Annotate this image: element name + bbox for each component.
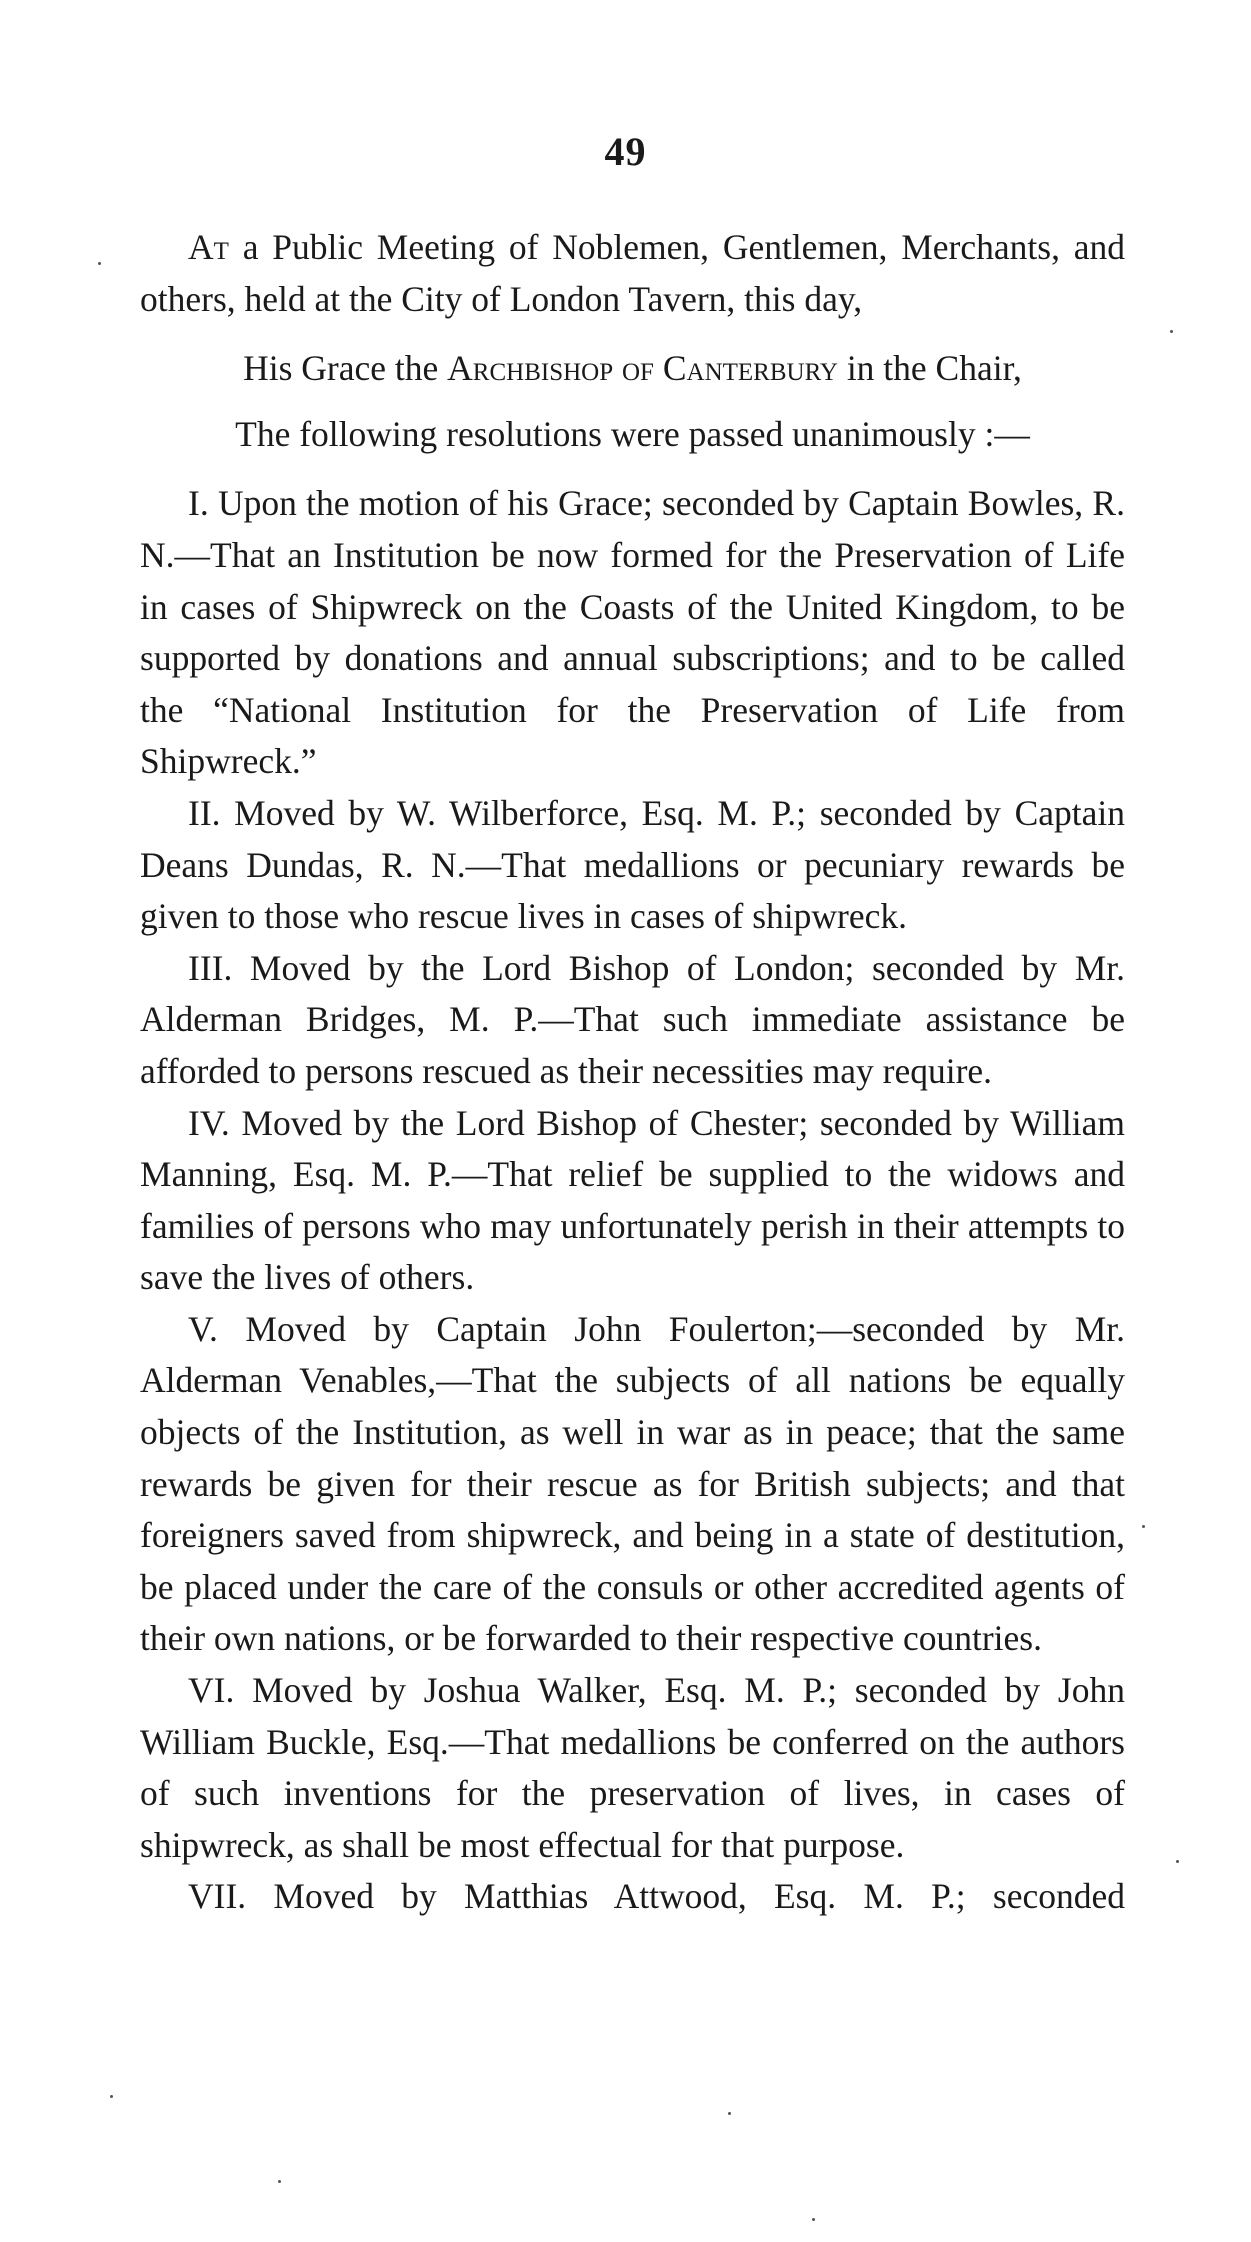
resolutions-heading: The following resolutions were passed unanimously :—	[235, 413, 1030, 454]
resolution-5: V. Moved by Captain John Foulerton;—seconded by Mr. Alderman Venables,—That the subjects of all nations be equally objects of the Institution, as well in war as in peace; that the same rewards be given for their rescue as for British subjects; and that foreigners saved from shipwreck, and being in a state of destitution, be placed under the care of the consuls or other accredited agents of their own nations, or be forwarded to their respective countries.	[140, 1308, 1125, 1659]
chair-line	[140, 343, 1125, 395]
resolution-2: II. Moved by W. Wilberforce, Esq. M. P.; seconded by Captain Deans Dundas, R. N.—That medallions or pecuniary rewards be given to those who rescue lives in cases of shipwreck.	[140, 792, 1125, 937]
chair-prefix: His Grace the	[243, 348, 439, 389]
chair-title-of: of	[622, 348, 654, 389]
paper-speck	[1170, 330, 1173, 333]
intro-lead-word: At	[188, 227, 229, 267]
paper-speck	[278, 2180, 281, 2183]
paper-speck	[1176, 1860, 1179, 1863]
resolution-6: VI. Moved by Joshua Walker, Esq. M. P.; seconded by John William Buckle, Esq.—That medallions be conferred on the authors of such inventions for the preservation of lives, in cases of shipwreck, as shall be most effectual for that purpose.	[140, 1670, 1125, 1865]
resolution-3: III. Moved by the Lord Bishop of London; seconded by Mr. Alderman Bridges, M. P.—That such immediate assistance be afforded to persons rescued as their necessities may require.	[140, 947, 1125, 1091]
paper-speck	[1142, 1525, 1145, 1528]
page-number: 49	[604, 129, 647, 174]
resolution-4: IV. Moved by the Lord Bishop of Chester; seconded by William Manning, Esq. M. P.—That relief be supplied to the widows and families of persons who may unfortunately perish in their attempts to save the lives of others.	[140, 1102, 1125, 1298]
chair-title-archbishop: Archbishop	[447, 348, 614, 389]
meeting-intro	[140, 222, 1125, 325]
resolution-1: I. Upon the motion of his Grace; seconded by Captain Bowles, R. N.—That an Institution be now formed for the Preservation of Life in cases of Shipwreck on the Coasts of the United Kingdom, to be supported by donations and annual subscriptions; and to be called the “National Institution for the Preservation of Life from Shipwreck.”	[140, 483, 1125, 782]
chair-title-canterbury: Canterbury	[662, 348, 838, 389]
paper-speck	[98, 262, 101, 265]
chair-suffix: in the Chair,	[846, 348, 1022, 389]
intro-text: a Public Meeting of Noblemen, Gentlemen, Merchants, and others, held at the City of London Tavern, this day,	[140, 227, 1125, 319]
resolution-7: VII. Moved by Matthias Attwood, Esq. M. P.; seconded	[188, 1876, 1125, 1917]
paper-speck	[110, 2095, 113, 2098]
paper-speck	[812, 2218, 815, 2221]
paper-speck	[728, 2112, 731, 2115]
page-body	[140, 222, 1125, 1923]
